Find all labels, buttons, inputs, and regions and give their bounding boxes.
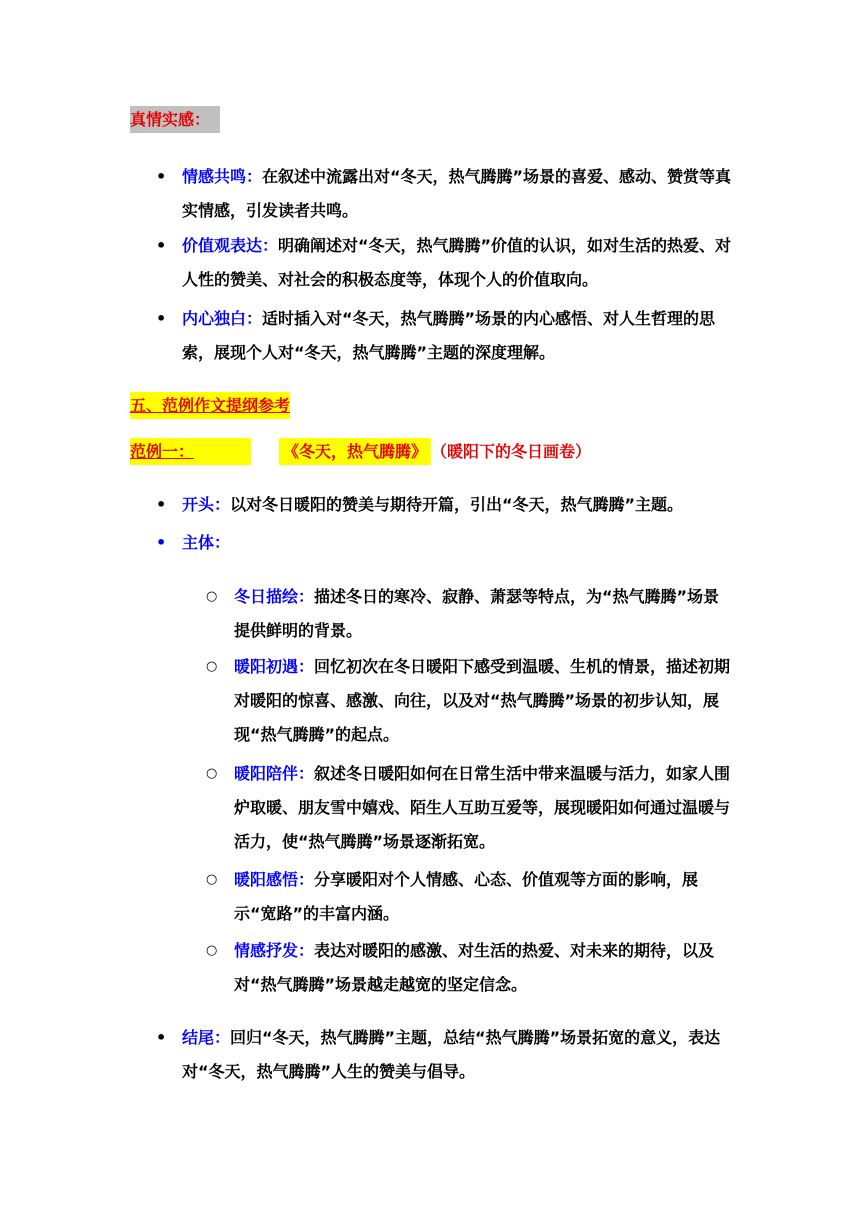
section-label: 真情实感： xyxy=(130,106,220,133)
example-label: 范例一： xyxy=(130,438,251,465)
list-item xyxy=(156,526,734,560)
item-term: 主体： xyxy=(182,533,231,552)
circle-bullet-icon: ○ xyxy=(206,659,218,674)
sub-list-item xyxy=(206,934,734,1002)
item-text: 表达对暖阳的感激、对生活的热爱、对未来的期待，以及对“热气腾腾”场景越走越宽的坚定信念。 xyxy=(234,941,715,994)
circle-bullet-icon: ○ xyxy=(206,872,218,887)
bullet-icon: • xyxy=(156,533,167,552)
item-term: 冬日描绘： xyxy=(234,587,315,606)
circle-bullet-icon: ○ xyxy=(206,589,218,604)
sub-list-item xyxy=(206,757,734,859)
item-text: 描述冬日的寒冷、寂静、萧瑟等特点，为“热气腾腾”场景提供鲜明的背景。 xyxy=(234,587,720,640)
item-text: 回忆初次在冬日暖阳下感受到温暖、生机的情景，描述初期对暖阳的惊喜、感激、向往，以及对“热气腾腾”场景的初步认知，展现“热气腾腾”的起点。 xyxy=(234,657,731,744)
item-term: 内心独白： xyxy=(182,309,263,328)
example-subtitle: （暖阳下的冬日画卷） xyxy=(431,442,592,461)
bullet-icon: • xyxy=(156,495,167,514)
example-heading xyxy=(130,438,591,465)
item-text: 在叙述中流露出对“冬天，热气腾腾”场景的喜爱、感动、赞赏等真实情感，引发读者共鸣。 xyxy=(182,167,732,220)
item-term: 暖阳陪伴： xyxy=(234,764,315,783)
sub-list-item xyxy=(206,863,734,931)
bullet-icon: • xyxy=(156,236,167,255)
example-title: 《冬天，热气腾腾》 xyxy=(279,438,431,465)
circle-bullet-icon: ○ xyxy=(206,766,218,781)
section-title: 五、范例作文提纲参考 xyxy=(130,392,290,419)
bullet-icon: • xyxy=(156,1028,167,1047)
list-item xyxy=(156,488,734,522)
sub-list-item xyxy=(206,580,734,648)
list-item xyxy=(156,302,734,370)
item-text: 分享暖阳对个人情感、心态、价值观等方面的影响，展示“宽路”的丰富内涵。 xyxy=(234,870,699,923)
item-text: 明确阐述对“冬天，热气腾腾”价值的认识，如对生活的热爱、对人性的赞美、对社会的积极态度等，体现个人的价值取向。 xyxy=(182,236,732,289)
item-term: 情感抒发： xyxy=(234,941,315,960)
item-term: 价值观表达： xyxy=(182,236,279,255)
bullet-icon: • xyxy=(156,309,167,328)
item-term: 情感共鸣： xyxy=(182,167,263,186)
circle-bullet-icon: ○ xyxy=(206,943,218,958)
item-term: 暖阳感悟： xyxy=(234,870,315,889)
item-term: 暖阳初遇： xyxy=(234,657,315,676)
list-item xyxy=(156,1021,734,1089)
list-item xyxy=(156,229,734,297)
sub-list-item xyxy=(206,650,734,752)
bullet-icon: • xyxy=(156,167,167,186)
item-term: 结尾： xyxy=(182,1028,231,1047)
item-text: 叙述冬日暖阳如何在日常生活中带来温暖与活力，如家人围炉取暖、朋友雪中嬉戏、陌生人互助互爱等，展现暖阳如何通过温暖与活力，使“热气腾腾”场景逐渐拓宽。 xyxy=(234,764,731,851)
item-text: 回归“冬天，热气腾腾”主题，总结“热气腾腾”场景拓宽的意义，表达对“冬天，热气腾腾”人生的赞美与倡导。 xyxy=(182,1028,721,1081)
item-text: 适时插入对“冬天，热气腾腾”场景的内心感悟、对人生哲理的思索，展现个人对“冬天，热气腾腾”主题的深度理解。 xyxy=(182,309,716,362)
item-text: 以对冬日暖阳的赞美与期待开篇，引出“冬天，热气腾腾”主题。 xyxy=(230,495,684,514)
list-item xyxy=(156,160,734,228)
item-term: 开头： xyxy=(182,495,231,514)
